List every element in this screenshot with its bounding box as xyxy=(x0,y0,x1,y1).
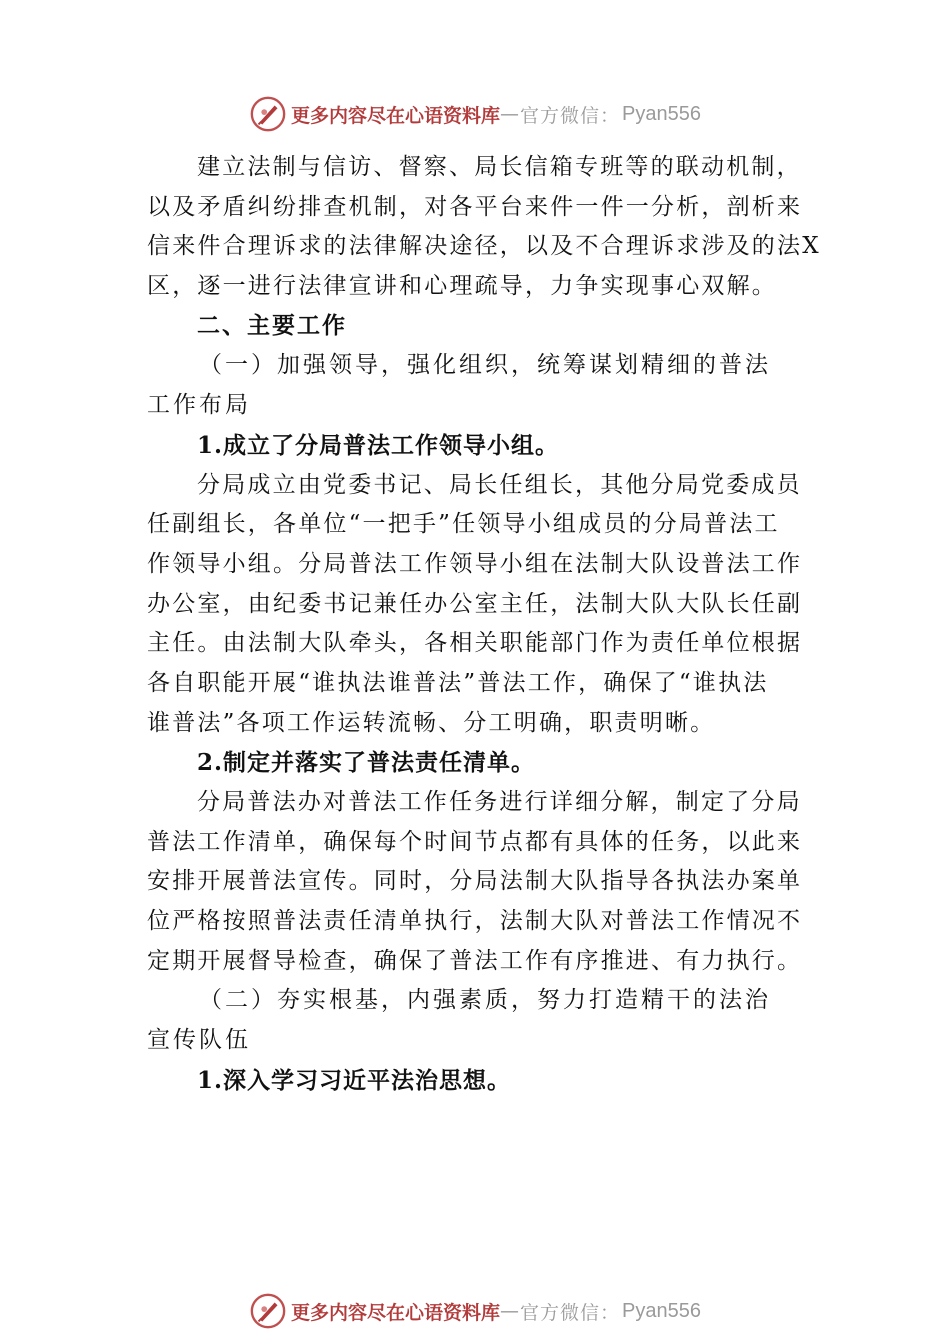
paragraph-line: 区，逐一进行法律宣讲和心理疏导，力争实现事心双解。 xyxy=(147,273,777,300)
watermark-channel: 官方微信： xyxy=(520,1301,621,1324)
subsection-heading: （一）加强领导，强化组织，统筹谋划精细的普法 xyxy=(199,352,771,379)
quill-logo-icon xyxy=(249,95,287,133)
paragraph-line: 办公室，由纪委书记兼任办公室主任，法制大队大队长任副 xyxy=(147,590,803,617)
watermark-handle: Pyan556 xyxy=(622,102,701,125)
paragraph-line: 任副组长，各单位“一把手”任领导小组成员的分局普法工 xyxy=(147,511,780,538)
paragraph-line: 安排开展普法宣传。同时，分局法制大队指导各执法办案单 xyxy=(147,868,803,895)
paragraph-line: 主任。由法制大队牵头，各相关职能部门作为责任单位根据 xyxy=(147,630,803,657)
subsection-heading-cont: 宣传队伍 xyxy=(147,1027,251,1054)
watermark-banner-top xyxy=(0,92,950,136)
watermark-dash: — xyxy=(500,103,521,125)
paragraph-line: 分局普法办对普法工作任务进行详细分解，制定了分局 xyxy=(197,789,802,815)
paragraph-line: 各自职能开展“谁执法谁普法”普法工作，确保了“谁执法 xyxy=(147,669,769,696)
item-heading: 1.成立了分局普法工作领导小组。 xyxy=(197,431,560,459)
watermark-brand: 更多内容尽在心语资料库 xyxy=(291,1301,501,1324)
paragraph-line: 定期开展督导检查，确保了普法工作有序推进、有力执行。 xyxy=(147,947,803,974)
subsection-heading: （二）夯实根基，内强素质，努力打造精干的法治 xyxy=(199,987,771,1014)
paragraph-line: 分局成立由党委书记、局长任组长，其他分局党委成员 xyxy=(197,471,802,498)
item-heading: 2.制定并落实了普法责任清单。 xyxy=(197,749,536,777)
document-body xyxy=(147,148,823,1101)
quill-logo-icon xyxy=(249,1292,287,1330)
paragraph-line: 普法工作清单，确保每个时间节点都有具体的任务，以此来 xyxy=(147,828,803,855)
paragraph-line: 位严格按照普法责任清单执行，法制大队对普法工作情况不 xyxy=(147,908,803,935)
watermark-channel: 官方微信： xyxy=(520,104,621,127)
watermark-handle: Pyan556 xyxy=(622,1299,701,1322)
section-heading: 二、主要工作 xyxy=(197,312,347,339)
watermark-dash: — xyxy=(500,1300,521,1322)
paragraph-line: 建立法制与信访、督察、局长信箱专班等的联动机制， xyxy=(197,154,802,180)
paragraph-line: 信来件合理诉求的法律解决途径，以及不合理诉求涉及的法X xyxy=(147,233,821,260)
paragraph-line: 作领导小组。分局普法工作领导小组在法制大队设普法工作 xyxy=(147,550,803,577)
item-heading: 1.深入学习习近平法治思想。 xyxy=(197,1066,512,1094)
paragraph-line: 以及矛盾纠纷排查机制，对各平台来件一件一分析，剖析来 xyxy=(147,193,803,220)
watermark-brand: 更多内容尽在心语资料库 xyxy=(291,104,501,127)
watermark-banner-bottom xyxy=(0,1289,950,1333)
subsection-heading-cont: 工作布局 xyxy=(147,392,251,419)
paragraph-line: 谁普法”各项工作运转流畅、分工明确，职责明晰。 xyxy=(147,709,716,736)
